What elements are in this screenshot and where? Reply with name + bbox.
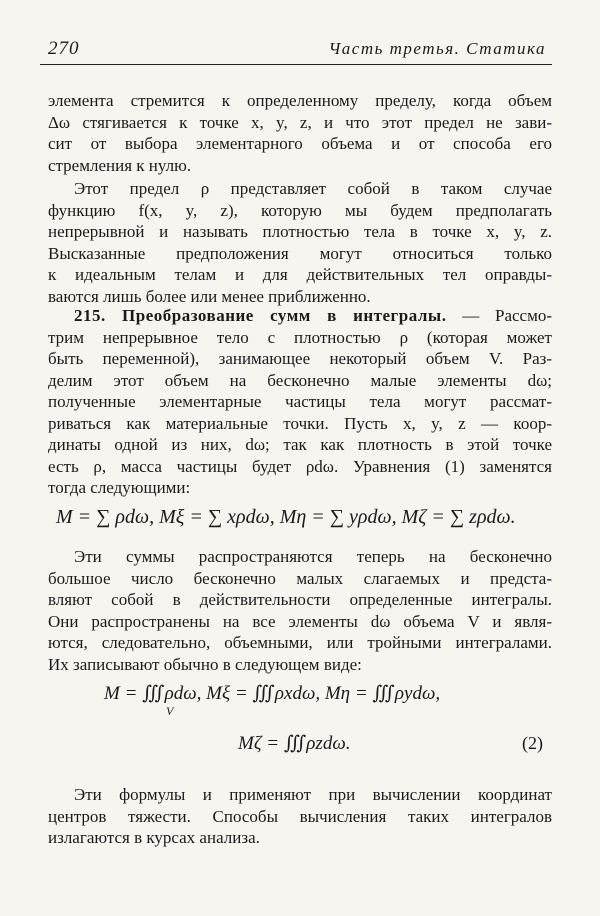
text-line: центров тяжести. Способы вычисления таких интегралов [48, 806, 552, 826]
text-line: Δω стягивается к точке x, y, z, и что этот предел не зави- [48, 112, 552, 132]
page-number: 270 [48, 38, 80, 59]
text-line: большое число бесконечно малых слагаемых и предста- [48, 568, 552, 588]
formula-integrals-2: Mζ = ∭ρzdω. [238, 733, 351, 754]
text-line: делим этот объем на бесконечно малые элементы dω; [48, 370, 552, 390]
running-header [40, 36, 552, 65]
paragraph-3 [48, 546, 552, 675]
text-line: есть ρ, масса частицы будет ρdω. Уравнения (1) заменятся [48, 456, 552, 476]
text-line: вляют собой в действительности определенные интегралы. [48, 590, 552, 609]
text-line: Эти суммы распространяются теперь на бесконечно [74, 547, 552, 566]
text-line: непрерывной и называть плотностью тела в точке x, y, z. [48, 222, 552, 241]
section-title: 215. Преобразование сумм в интегралы. [74, 306, 447, 325]
text-line: тогда следующими: [48, 478, 191, 497]
equation-number: (2) [522, 733, 543, 753]
section-215 [48, 305, 552, 499]
text-line: Высказанные предположения могут относиться только [48, 243, 552, 263]
integral-subscript: V [166, 704, 174, 718]
text-line: сит от выбора элементарного объема и от способа его [48, 134, 552, 153]
text-line: ются, следовательно, объемными, или тройными интегралами. [48, 633, 552, 652]
section-heading-line: 215. Преобразование сумм в интегралы. — Рассмо- [74, 306, 553, 325]
text-line: Они распространены на все элементы dω объема V и явля- [48, 611, 552, 631]
text-line: к идеальным телам и для действительных тел оправды- [48, 265, 552, 284]
paragraph-1 [48, 90, 552, 176]
text-line: полученные элементарные частицы тела могут рассмат- [48, 392, 552, 411]
text-line: трим непрерывное тело с плотностью ρ (которая может [48, 327, 552, 347]
text-line: ваются лишь более или менее приближенно. [48, 286, 371, 306]
paragraph-2 [48, 178, 552, 307]
formula-integrals-1: M = ∭ρdω, Mξ = ∭ρxdω, Mη = ∭ρydω, [104, 683, 441, 704]
text-line: стремления к нулю. [48, 155, 192, 175]
text-line: элемента стремится к определенному пределу, когда объем [48, 91, 552, 110]
text-line: излагаются в курсах анализа. [48, 828, 260, 847]
text-line: Их записывают обычно в следующем виде: [48, 654, 362, 674]
paragraph-4 [48, 784, 552, 849]
text-line: функцию f(x, y, z), которую мы будем предполагать [48, 200, 552, 220]
running-title: Часть третья. Статика [328, 39, 546, 58]
text-line: Этот предел ρ представляет собой в таком случае [74, 179, 552, 198]
formula-sums: M = ∑ ρdω, Mξ = ∑ xρdω, Mη = ∑ yρdω, Mζ = ∑ zρdω. [56, 506, 516, 528]
text-line: быть переменной), занимающее некоторый объем V. Раз- [48, 349, 552, 368]
text-line: Эти формулы и применяют при вычислении координат [74, 785, 552, 804]
text-line: риваться как материальные точки. Пусть x, y, z — коор- [48, 413, 552, 433]
text-line: динаты одной из них, dω; так как плотность в этой точке [48, 435, 552, 454]
